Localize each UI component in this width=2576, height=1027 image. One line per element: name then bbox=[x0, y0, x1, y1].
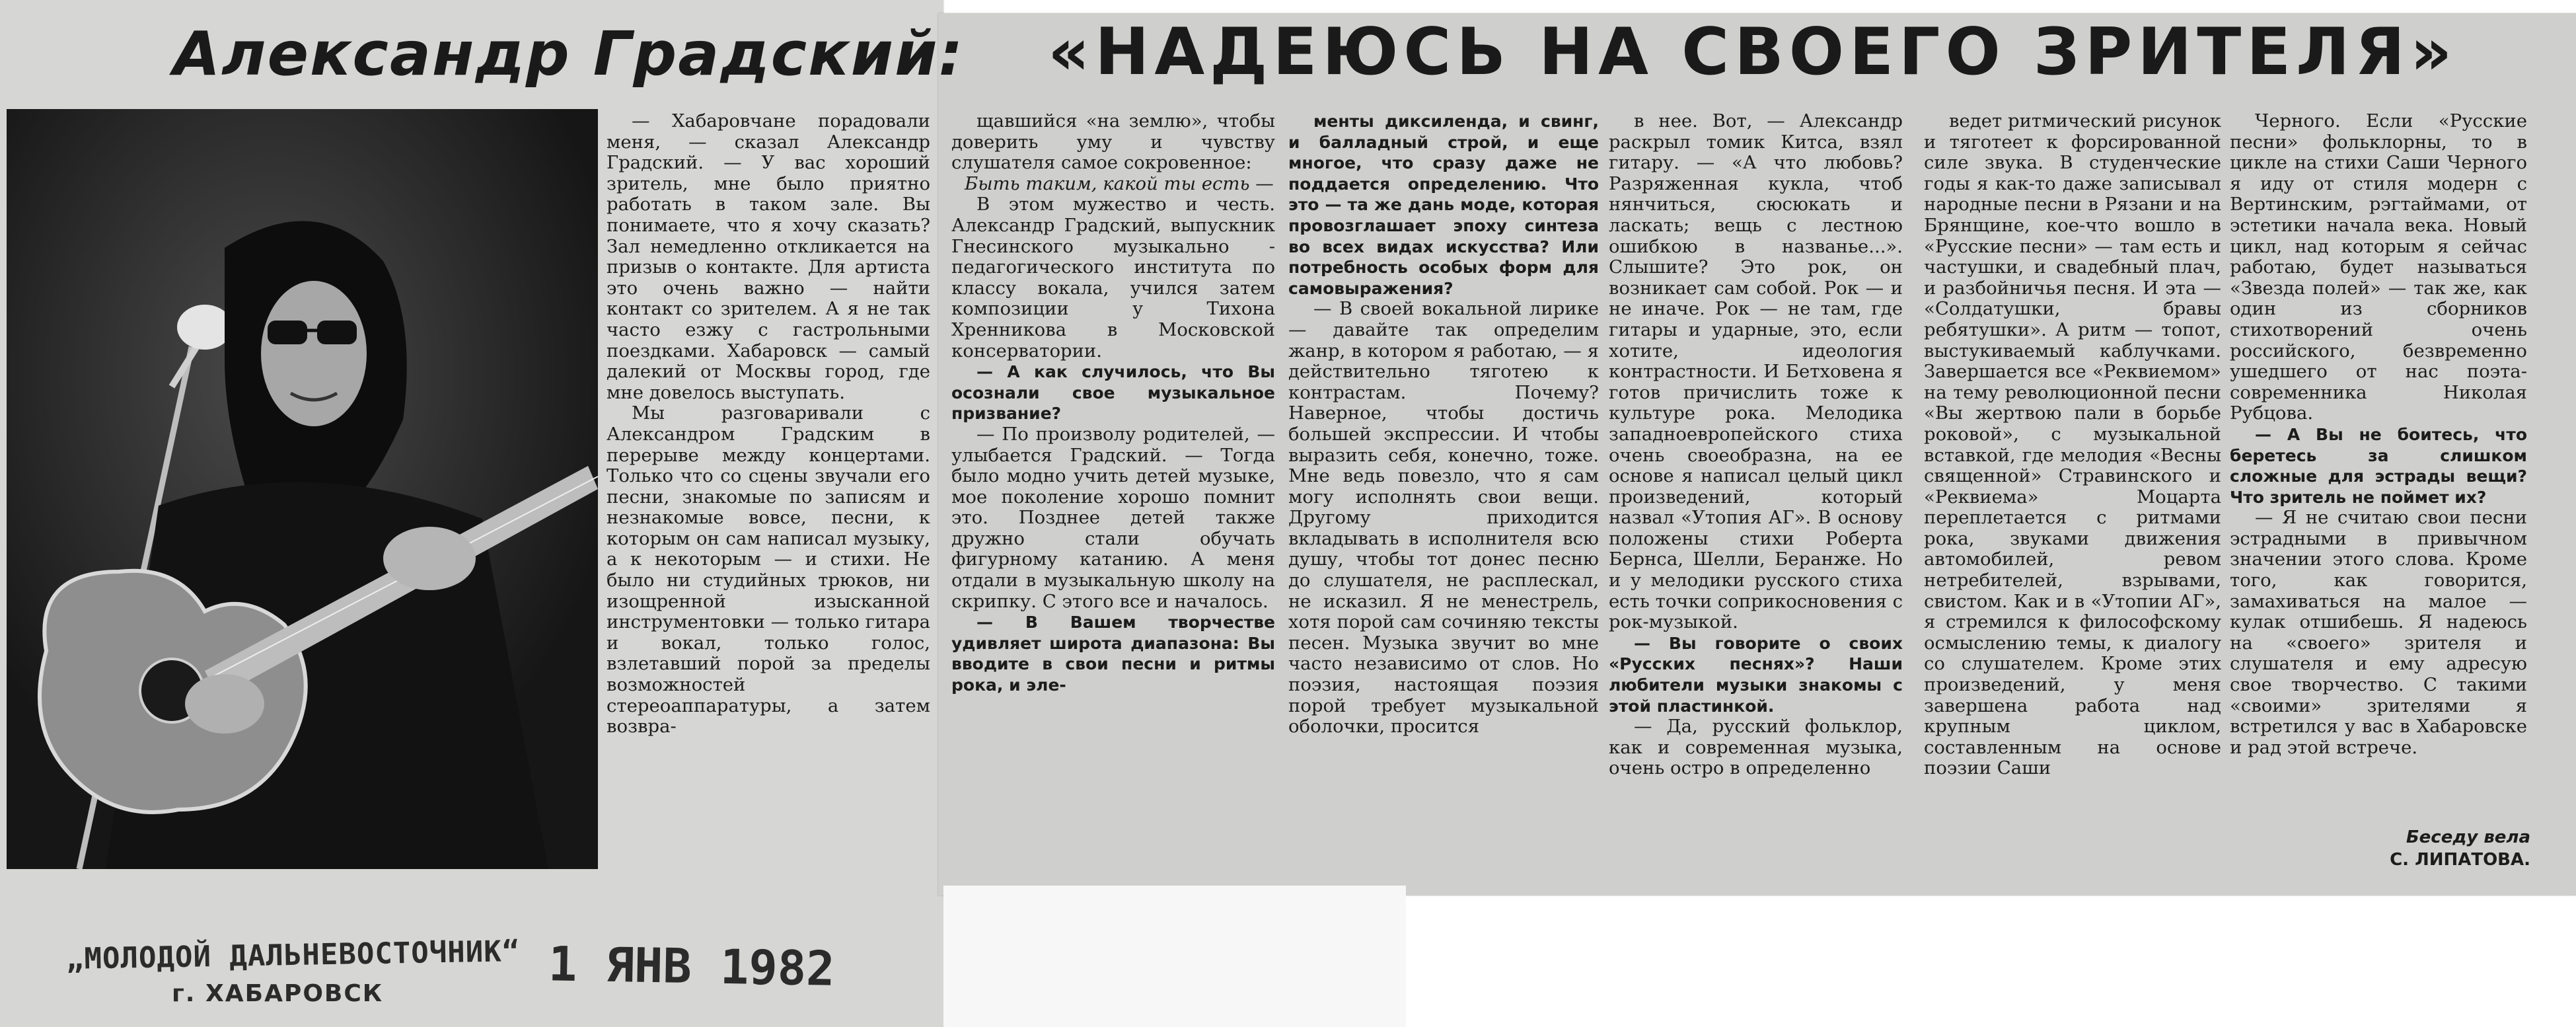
article-paragraph: ведет ритмический рисунок и тяготеет к форсированной силе звука. В студенческие годы я как-то даже записывал народные песни в Рязани и на Брянщине, кое-что вошло в «Русские песни» — там есть и частушки, и свадебный плач, и разбойничья песня. И эта — «Солдатушки, бравы ребятушки». А ритм — топот, выстукиваемый каблучками. Завершается все «Реквиемом» на тему революционной песни «Вы жертвою пали в борьбе роковой», с музыкальной вставкой, где мелодия «Весны священной» Стравинского и «Реквиема» Моцарта переплетается с ритмами рока, звуками движения автомобилей, ревом нетребителей, взрывами, свистом. Как и в «Утопии АГ», я стремился к философскому осмыслению темы, к диалогу со слушателем. Кроме этих произведений, у меня завершена работа над крупным циклом, составленным на основе поэзии Саши bbox=[1924, 110, 2221, 779]
newspaper-stamp-city: г. ХАБАРОВСК bbox=[172, 980, 384, 1007]
interview-question: — А как случилось, что Вы осознали свое музыкальное призвание? bbox=[951, 362, 1275, 424]
article-paragraph: — В своей вокальной лирике — давайте так определим жанр, в котором я работаю, — я действительно тяготею к контрастам. Почему? Наверное, чтобы достичь большей экспрессии. И чтобы выразить себя, конечно, тоже. Мне ведь повезло, что я сам могу исполнять свои вещи. Другому приходится вкладывать в исполнителя всю душу, чтобы тот донес песню до слушателя, не расплескал, не исказил. Я не менестрель, хотя порой сам сочиняю тексты песен. Музыка звучит во мне часто независимо от слов. Но поэзия, настоящая поэзия порой требует музыкальной оболочки, просится bbox=[1288, 298, 1599, 738]
byline-author: С. ЛИПАТОВА. bbox=[2390, 850, 2530, 870]
article-paragraph: — По произволу родителей, — улыбается Градский. — Тогда было модно учить детей музыке, мое поколение хорошо помнит это. Позднее детей также дружно стали обучать фигурному катанию. А меня отдали в музыкальную школу на скрипку. С этого все и началось. bbox=[951, 423, 1275, 612]
interview-question: — В Вашем творчестве удивляет широта диапазона: Вы вводите в свои песни и ритмы рока, и эле- bbox=[951, 613, 1275, 695]
article-paragraph: — Я не считаю свои песни эстрадными в привычном значении этого слова. Кроме того, как говорится, замахиваться на малое — кулак отшибешь. Я надеюсь на «своего» зрителя и слушателя и ему адресую свое творчество. С такими «своими» зрителями я встретился у вас в Хабаровске и рад этой встрече. bbox=[2230, 507, 2527, 758]
performer-photo bbox=[7, 109, 598, 869]
article-paragraph: Черного. Если «Русские песни» фольклорны, то в цикле на стихи Саши Черного я иду от стиля модерн с Вертинским, рэгтаймами, от эстетики начала века. Новый цикл, над которым я сейчас работаю, будет называться «Звезда полей» — так же, как один из сборников стихотворений очень российского, безвременно ушедшего от нас поэта-современника Николая Рубцова. bbox=[2230, 110, 2527, 424]
interview-question: — Вы говорите о своих «Русских песнях»? Наши любители музыки знакомы с этой пластинкой. bbox=[1609, 633, 1903, 716]
article-paragraph: Мы разговаривали с Александром Градским в перерыве между концертами. Только что со сцены звучали его песни, знакомые по записям и незнакомые вовсе, песни, к которым он сам написал музыку, а к некоторым — и стихи. Не было ни студийных трюков, ни изощренной изысканной инструментовки — только гитара и вокал, только голос, взлетавший порой за пределы возможностей стереоаппаратуры, а затем возвра- bbox=[607, 402, 930, 738]
article-column-6 bbox=[2230, 111, 2527, 758]
newspaper-stamp-date: 1 ЯНВ 1982 bbox=[548, 936, 836, 997]
article-paragraph: — Хабаровчане порадовали меня, — сказал Александр Градский. — У вас хороший зритель, мне было приятно работать в таком зале. Вы понимаете, что я хочу сказать? Зал немедленно откликается на призыв о контакте. Для артиста это очень важно — найти контакт со зрителем. А я не так часто езжу с гастрольными поездками. Хабаровск — самый далекий от Москвы город, где мне довелось выступать. bbox=[607, 110, 930, 403]
headline-name: Александр Градский: bbox=[173, 19, 965, 89]
article-column-3 bbox=[1288, 111, 1599, 738]
headline-quote: «НАДЕЮСЬ НА СВОЕГО ЗРИТЕЛЯ» bbox=[1048, 15, 2458, 90]
byline-label: Беседу вела bbox=[2406, 827, 2530, 847]
article-paragraph: в нее. Вот, — Александр раскрыл томик Китса, взял гитару. — «А что любовь? Разряженная кукла, чтоб нянчиться, сюсюкать и ласкать; вещь с лестною ошибкою в названье...». Слышите? Это рок, он возникает сам собой. Рок — и не иначе. Рок — не там, где гитары и ударные, это, если хотите, идеология контрастности. И Бетховена я готов причислить тоже к культуре рока. Мелодика западноевропейского стиха очень своеобразна, на ее основе я написал целый цикл произведений, который назвал «Утопия АГ». В основу положены стихи Роберта Бернса, Шелли, Беранже. Но и у мелодики русского стиха есть точки соприкосновения с рок-музыкой. bbox=[1609, 110, 1903, 633]
interview-question: — А Вы не боитесь, что беретесь за слишком сложные для эстрады вещи? Что зритель не поймет их? bbox=[2230, 424, 2527, 507]
performer-with-guitar-icon bbox=[7, 109, 598, 869]
blank-paper-strip bbox=[943, 886, 1406, 1027]
article-paragraph: — Да, русский фольклор, как и современная музыка, очень остро в определенно bbox=[1609, 716, 1903, 779]
article-column-4 bbox=[1609, 111, 1903, 779]
article-paragraph: Быть таким, какой ты есть — bbox=[965, 172, 1274, 194]
interview-question: менты диксиленда, и свинг, и балладный строй, и еще многое, что сразу даже не поддается определению. Что это — та же дань моде, которая провозглашает эпоху синтеза во всех видах искусства? Или потребность особых форм для самовыражения? bbox=[1288, 112, 1599, 298]
article-paragraph: щавшийся «на землю», чтобы доверить уму и чувству слушателя самое сокровенное: bbox=[951, 110, 1275, 174]
article-column-1 bbox=[607, 111, 930, 738]
newspaper-stamp-name: „МОЛОДОЙ ДАЛЬНЕВОСТОЧНИК“ bbox=[65, 934, 521, 976]
article-paragraph: В этом мужество и честь. Александр Градский, выпускник Гнесинского музыкально - педагогического института по классу вокала, учился затем композиции у Тихона Хренникова в Московской консерватории. bbox=[951, 194, 1275, 361]
article-column-5 bbox=[1924, 111, 2221, 779]
article-column-2 bbox=[951, 111, 1275, 696]
